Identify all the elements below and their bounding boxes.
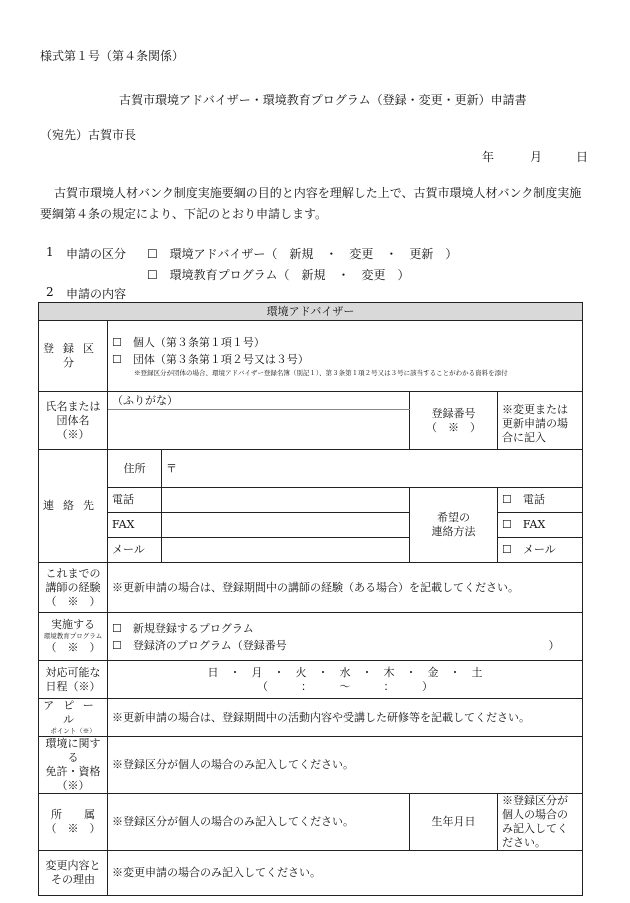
addressee: （宛先）古賀市長 xyxy=(40,128,137,142)
regno-label: 登録番号 xyxy=(431,406,476,420)
program-label-line2: 環境教育プログラム xyxy=(43,632,103,640)
application-type-adviser[interactable] xyxy=(147,245,457,262)
phone-label: 電話 xyxy=(108,488,162,513)
fax-label: FAX xyxy=(108,513,162,538)
pref-label-line2: 連絡方法 xyxy=(431,525,476,538)
affiliation-label xyxy=(39,794,108,851)
appeal-note: ※更新申請の場合は、登録期間中の活動内容や受講した研修等を記載してください。 xyxy=(112,710,530,724)
registration-number-label xyxy=(410,392,498,450)
schedule-field[interactable] xyxy=(108,661,583,699)
checkbox-icon[interactable]: ☐ xyxy=(147,268,158,282)
program-registered-option[interactable] xyxy=(112,637,578,654)
regno-note: ※変更または更新申請の場合に記入 xyxy=(502,403,568,444)
intro-paragraph: 古賀市環境人材バンク制度実施要綱の目的と内容を理解した上で、古賀市環境人材バンク制度実施要綱第４条の規定により、下記のとおり申請します。 xyxy=(40,186,582,221)
license-field[interactable] xyxy=(108,737,583,794)
experience-note: ※更新申請の場合は、登録期間中の講師の経験（ある場合）を記載してください。 xyxy=(112,580,519,594)
date-year-label: 年 xyxy=(482,150,495,164)
pref-label-line1: 希望の xyxy=(437,511,470,524)
address-label: 住所 xyxy=(108,450,162,488)
date-day-label: 日 xyxy=(576,150,589,164)
section2-label: 申請の内容 xyxy=(66,287,127,301)
preferred-contact-label xyxy=(410,488,498,563)
license-label xyxy=(39,737,108,794)
pref-mail-option[interactable]: ☐ メール xyxy=(498,538,583,563)
application-type-program[interactable] xyxy=(147,266,409,283)
registration-note: ※登録区分が団体の場合、環境アドバイザー登録名簿（別記１）、第３条第１項２号又は３号に該当することがわかる資料を添付 xyxy=(134,369,508,377)
fax-field[interactable] xyxy=(162,513,410,538)
form-number: 様式第１号（第４条関係） xyxy=(40,49,185,63)
postal-mark: 〒 xyxy=(166,461,177,475)
license-note: ※登録区分が個人の場合のみ記入してください。 xyxy=(112,758,354,771)
change-label-line1: 変更内容と xyxy=(45,859,101,872)
license-label-line2: 免許・資格（※） xyxy=(45,765,101,792)
affiliation-field[interactable] xyxy=(108,794,410,851)
experience-label-line1: これまでの xyxy=(45,566,101,580)
mail-label: メール xyxy=(108,538,162,563)
contact-label: 連絡先 xyxy=(39,450,108,563)
experience-label-line3: （ ※ ） xyxy=(45,594,101,608)
license-label-line1: 環境に関する xyxy=(45,737,101,764)
regno-mark: （ ※ ） xyxy=(426,420,481,434)
schedule-label-line1: 対応可能な xyxy=(45,665,101,679)
program-new-option[interactable]: ☐ 新規登録するプログラム xyxy=(112,621,254,635)
name-label-line2: 団体名（※） xyxy=(56,413,90,441)
birth-date-field[interactable] xyxy=(498,794,583,851)
option-label: 環境教育プログラム（ 新規 ・ 変更 ） xyxy=(169,268,410,282)
furigana-field[interactable]: （ふりがな） xyxy=(108,392,410,410)
appeal-label-line1: アピール xyxy=(43,699,103,726)
affiliation-label-line2: （ ※ ） xyxy=(45,822,101,835)
checkbox-icon[interactable]: ☐ xyxy=(147,247,158,261)
name-input-field[interactable] xyxy=(108,410,410,450)
pref-fax-option[interactable]: ☐ FAX xyxy=(498,513,583,538)
program-options xyxy=(108,613,583,661)
address-field[interactable] xyxy=(162,450,583,488)
affiliation-note: ※登録区分が個人の場合のみ記入してください。 xyxy=(112,815,354,828)
schedule-time[interactable]: （ ： 〜 ： ） xyxy=(257,679,434,693)
registration-label: 登録区分 xyxy=(39,321,108,392)
section1-number: 1 xyxy=(46,245,54,259)
change-note: ※変更申請の場合のみ記入してください。 xyxy=(112,866,321,879)
appeal-label-line2: ポイント（※） xyxy=(50,727,96,735)
change-label xyxy=(39,851,108,896)
program-registered-close: ） xyxy=(548,638,560,652)
form-title: 古賀市環境アドバイザー・環境教育プログラム（登録・変更・更新）申請書 xyxy=(119,93,527,107)
date-month-label: 月 xyxy=(530,150,543,164)
option-label: 環境アドバイザー（ 新規 ・ 変更 ・ 更新 ） xyxy=(169,247,458,261)
name-label xyxy=(39,392,108,450)
registration-options xyxy=(108,321,583,392)
change-field[interactable] xyxy=(108,851,583,896)
schedule-label-line2: 日程（※） xyxy=(45,679,101,693)
application-form-table xyxy=(38,302,583,896)
pref-phone-option[interactable]: ☐ 電話 xyxy=(498,488,583,513)
table-heading: 環境アドバイザー xyxy=(39,303,583,321)
schedule-days[interactable]: 日 ・ 月 ・ 火 ・ 水 ・ 木 ・ 金 ・ 土 xyxy=(207,665,483,679)
appeal-label xyxy=(39,699,108,737)
mail-field[interactable] xyxy=(162,538,410,563)
birth-date-label: 生年月日 xyxy=(410,794,498,851)
name-label-line1: 氏名または xyxy=(45,399,101,413)
program-registered-label: ☐ 登録済のプログラム（登録番号 xyxy=(112,638,287,652)
registration-group-option[interactable]: ☐ 団体（第３条第１項２号又は３号） xyxy=(112,353,309,366)
program-label-line3: （ ※ ） xyxy=(45,641,101,654)
change-label-line2: その理由 xyxy=(51,873,95,886)
affiliation-label-line1: 所 属 xyxy=(51,808,95,821)
experience-label-line2: 講師の経験 xyxy=(45,580,101,594)
program-label-line1: 実施する xyxy=(51,618,95,631)
registration-individual-option[interactable]: ☐ 個人（第３条第１項１号） xyxy=(112,336,265,349)
section2-number: 2 xyxy=(46,285,54,299)
schedule-label xyxy=(39,661,108,699)
birth-date-note: ※登録区分が個人の場合のみ記入してください。 xyxy=(502,794,568,849)
section1-label: 申請の区分 xyxy=(66,247,127,261)
experience-field[interactable] xyxy=(108,563,583,613)
phone-field[interactable] xyxy=(162,488,410,513)
appeal-field[interactable] xyxy=(108,699,583,737)
experience-label xyxy=(39,563,108,613)
program-label xyxy=(39,613,108,661)
registration-number-field[interactable] xyxy=(498,392,583,450)
